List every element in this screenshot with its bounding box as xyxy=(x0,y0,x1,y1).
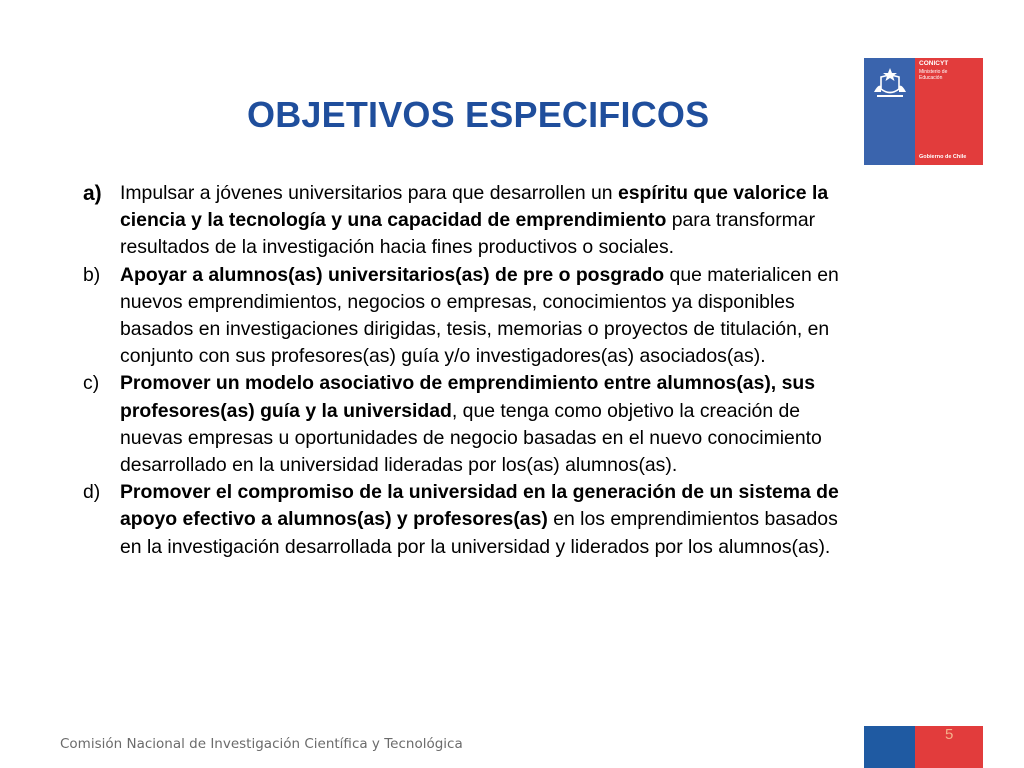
footer-blue-panel xyxy=(864,726,915,768)
item-bold-text: Promover el compromiso de la universidad en la generación de un sistema de apoyo efectivo a alumnos(as) y profesores(as) xyxy=(120,481,839,531)
item-marker: d) xyxy=(83,481,101,504)
page-number: 5 xyxy=(945,726,954,743)
item-rest-text: , que tenga como objetivo la creación de nuevas empresas u oportunidades de negocio basadas en el nuevo conocimiento desarrollado en la universidad lideradas por los(as) alumnos(as). xyxy=(120,399,822,477)
coat-of-arms-icon xyxy=(868,62,912,102)
list-item xyxy=(83,370,853,479)
item-rest-text: para transformar resultados de la investigación hacia fines productivos o sociales. xyxy=(120,209,816,259)
conicyt-logo xyxy=(864,58,983,165)
item-bold-text: espíritu que valorice la ciencia y la tecnología y una capacidad de emprendimiento xyxy=(120,182,829,232)
item-rest-text: en los emprendimientos basados en la investigación desarrollada por la universidad y liderados por los alumnos(as). xyxy=(120,508,838,558)
item-bold-text: Apoyar a alumnos(as) universitarios(as) de pre o posgrado xyxy=(120,263,665,286)
logo-government-text: Gobierno de Chile xyxy=(919,154,967,160)
footer-color-bar xyxy=(864,726,983,768)
list-item xyxy=(83,479,853,561)
list-item xyxy=(83,180,853,262)
item-marker: b) xyxy=(83,263,101,286)
item-marker: a) xyxy=(83,182,102,205)
logo-ministry-text: Ministerio de Educación xyxy=(919,69,948,81)
logo-blue-panel xyxy=(864,58,915,165)
logo-brand-text: CONICYT xyxy=(919,60,949,67)
slide-title: OBJETIVOS ESPECIFICOS xyxy=(247,94,710,135)
item-rest-text: que materialicen en nuevos emprendimientos, negocios o empresas, conocimientos ya disponibles basados en investigaciones dirigidas, tesis, memorias o proyectos de titulación, en conjunto con sus profesores(as) guía y/o investigadores(as) asociados(as). xyxy=(120,263,839,368)
list-item xyxy=(83,262,853,371)
item-marker: c) xyxy=(83,372,100,395)
objectives-list xyxy=(83,180,853,561)
footer-text: Comisión Nacional de Investigación Científica y Tecnológica xyxy=(60,736,463,752)
item-bold-text: Promover un modelo asociativo de emprendimiento entre alumnos(as), sus profesores(as) guía y la universidad xyxy=(120,372,815,422)
item-lead-text: Impulsar a jóvenes universitarios para que desarrollen un xyxy=(120,182,618,204)
